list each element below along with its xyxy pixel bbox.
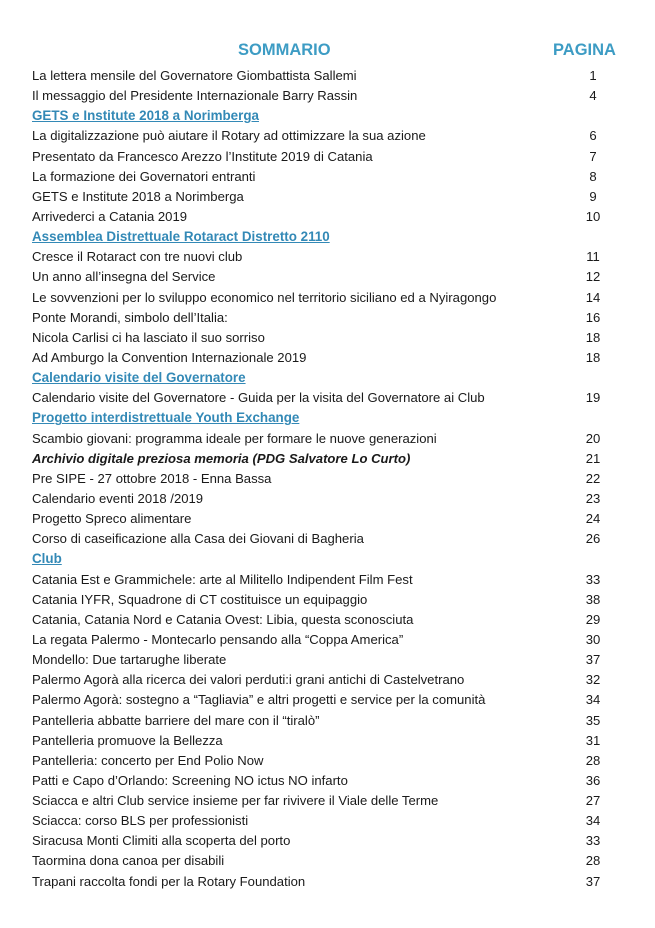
toc-entry [32, 429, 632, 449]
entry-page-number: 28 [585, 853, 601, 869]
section-title: Progetto interdistrettuale Youth Exchange [32, 410, 300, 426]
toc-entry [32, 791, 632, 811]
toc-entry [32, 247, 632, 267]
toc-section-heading [32, 549, 632, 569]
entry-title: Scambio giovani: programma ideale per formare le nuove generazioni [32, 430, 437, 446]
toc-entry [32, 751, 632, 771]
entry-title: La formazione dei Governatori entranti [32, 168, 256, 184]
toc-title: SOMMARIO [238, 41, 331, 59]
entry-title: Il messaggio del Presidente Internazionale Barry Rassin [32, 88, 358, 104]
toc-entry [32, 590, 632, 610]
entry-page-number: 38 [585, 591, 601, 607]
toc-entry [32, 570, 632, 590]
entry-title: Progetto Spreco alimentare [32, 511, 192, 527]
toc-entry [32, 187, 632, 207]
entry-title: Calendario eventi 2018 /2019 [32, 490, 204, 506]
toc-entry [32, 449, 632, 469]
entry-title: Catania, Catania Nord e Catania Ovest: Libia, questa sconosciuta [32, 611, 414, 627]
entry-title: Calendario visite del Governatore - Guida per la visita del Governatore ai Club [32, 390, 485, 406]
toc-entry [32, 811, 632, 831]
entry-title: Palermo Agorà alla ricerca dei valori perduti:i grani antichi di Castelvetrano [32, 672, 465, 688]
entry-title: Pantelleria: concerto per End Polio Now [32, 752, 264, 768]
entry-title: Cresce il Rotaract con tre nuovi club [32, 249, 243, 265]
entry-title: Sciacca e altri Club service insieme per far rivivere il Viale delle Terme [32, 793, 439, 809]
toc-entry [32, 308, 632, 328]
entry-title: Arrivederci a Catania 2019 [32, 208, 188, 224]
entry-title: Corso di caseificazione alla Casa dei Giovani di Bagheria [32, 531, 364, 547]
section-title: Assemblea Distrettuale Rotaract Distretto 2110 [32, 229, 330, 245]
entry-title: GETS e Institute 2018 a Norimberga [32, 188, 244, 204]
section-title: Club [32, 551, 62, 567]
toc-entry [32, 690, 632, 710]
entry-page-number: 8 [589, 168, 597, 184]
entry-page-number: 35 [585, 712, 601, 728]
toc-entry [32, 771, 632, 791]
entry-title: Nicola Carlisi ci ha lasciato il suo sorriso [32, 329, 265, 345]
entry-page-number: 1 [589, 68, 597, 83]
entry-page-number: 4 [589, 88, 597, 104]
toc-entry [32, 328, 632, 348]
toc-entry [32, 147, 632, 167]
toc-entry [32, 167, 632, 187]
entry-page-number: 34 [585, 813, 601, 829]
entry-page-number: 23 [585, 490, 601, 506]
entry-title: La lettera mensile del Governatore Giombattista Sallemi [32, 68, 357, 83]
entry-page-number: 28 [585, 752, 601, 768]
toc-entry [32, 489, 632, 509]
entry-title: Patti e Capo d’Orlando: Screening NO ictus NO infarto [32, 772, 348, 788]
entry-page-number: 36 [585, 772, 601, 788]
entry-page-number: 9 [589, 188, 597, 204]
entry-page-number: 18 [585, 329, 601, 345]
toc-section-heading [32, 106, 632, 126]
entry-page-number: 22 [585, 470, 601, 486]
entry-page-number: 29 [585, 611, 601, 627]
toc-entry [32, 610, 632, 630]
toc-entry [32, 670, 632, 690]
toc-entry [32, 348, 632, 368]
entry-title: La digitalizzazione può aiutare il Rotary ad ottimizzare la sua azione [32, 128, 426, 144]
entry-page-number: 37 [585, 652, 601, 668]
entry-title: Catania Est e Grammichele: arte al Militello Indipendent Film Fest [32, 571, 413, 587]
entry-title: Pre SIPE - 27 ottobre 2018 - Enna Bassa [32, 470, 272, 486]
entry-title: La regata Palermo - Montecarlo pensando alla “Coppa America” [32, 631, 404, 647]
entry-page-number: 18 [585, 349, 601, 365]
entry-page-number: 32 [585, 672, 601, 688]
toc-entry [32, 288, 632, 308]
entry-page-number: 20 [585, 430, 601, 446]
entry-page-number: 6 [589, 128, 597, 144]
toc-section-heading [32, 227, 632, 247]
toc-entry [32, 469, 632, 489]
entry-title: Palermo Agorà: sostegno a “Tagliavia” e altri progetti e service per la comunità [32, 692, 486, 708]
entry-title: Pantelleria promuove la Bellezza [32, 732, 223, 748]
entry-page-number: 37 [585, 873, 601, 889]
toc-entry [32, 66, 632, 86]
entry-page-number: 10 [585, 208, 601, 224]
section-title: Calendario visite del Governatore [32, 370, 246, 386]
entry-title: Siracusa Monti Climiti alla scoperta del porto [32, 833, 291, 849]
toc-entry [32, 872, 632, 892]
entry-page-number: 31 [585, 732, 601, 748]
entry-page-number: 7 [589, 148, 597, 164]
entry-page-number: 16 [585, 309, 601, 325]
toc-entry [32, 731, 632, 751]
entry-title: Ponte Morandi, simbolo dell’Italia: [32, 309, 228, 325]
toc-entry [32, 851, 632, 871]
entry-page-number: 19 [585, 390, 601, 406]
entry-page-number: 12 [585, 269, 601, 285]
entry-page-number: 33 [585, 833, 601, 849]
entry-page-number: 11 [586, 249, 600, 265]
page-column-header: PAGINA [553, 41, 616, 59]
entry-page-number: 27 [585, 793, 601, 809]
entry-page-number: 14 [585, 289, 601, 305]
entry-page-number: 34 [585, 692, 601, 708]
toc-entry [32, 509, 632, 529]
toc-section-heading [32, 368, 632, 388]
entry-title: Ad Amburgo la Convention Internazionale 2019 [32, 349, 307, 365]
toc-entry [32, 207, 632, 227]
entry-title: Catania IYFR, Squadrone di CT costituisce un equipaggio [32, 591, 368, 607]
toc-entry [32, 126, 632, 146]
entry-title: Presentato da Francesco Arezzo l’Institute 2019 di Catania [32, 148, 373, 164]
toc-entry [32, 86, 632, 106]
entry-title: Archivio digitale preziosa memoria (PDG Salvatore Lo Curto) [32, 450, 411, 466]
entry-page-number: 33 [585, 571, 601, 587]
toc-entry [32, 388, 632, 408]
toc-entry [32, 831, 632, 851]
entry-title: Sciacca: corso BLS per professionisti [32, 813, 249, 829]
entry-title: Pantelleria abbatte barriere del mare con il “tiralò” [32, 712, 320, 728]
entry-title: Mondello: Due tartarughe liberate [32, 652, 227, 668]
toc-entry [32, 267, 632, 287]
toc-list [32, 66, 632, 892]
toc-entry [32, 630, 632, 650]
section-title: GETS e Institute 2018 a Norimberga [32, 108, 259, 124]
entry-title: Le sovvenzioni per lo sviluppo economico nel territorio siciliano ed a Nyiragongo [32, 289, 497, 305]
entry-page-number: 30 [585, 631, 601, 647]
toc-entry [32, 650, 632, 670]
entry-page-number: 21 [585, 450, 601, 466]
entry-page-number: 24 [585, 511, 601, 527]
entry-title: Taormina dona canoa per disabili [32, 853, 225, 869]
toc-entry [32, 529, 632, 549]
entry-title: Trapani raccolta fondi per la Rotary Foundation [32, 873, 306, 889]
entry-title: Un anno all’insegna del Service [32, 269, 216, 285]
entry-page-number: 26 [585, 531, 601, 547]
toc-entry [32, 711, 632, 731]
toc-section-heading [32, 408, 632, 428]
